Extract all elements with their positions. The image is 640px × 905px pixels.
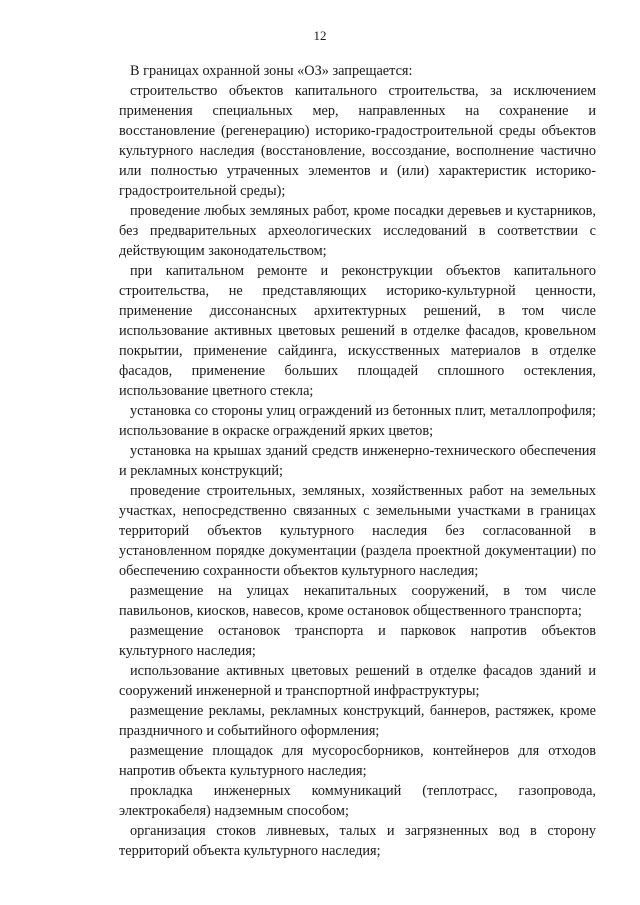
prohibition-item: установка со стороны улиц ограждений из бетонных плит, металлопрофиля; использование в окраске ограждений ярких цветов; — [119, 403, 596, 439]
prohibition-item: использование активных цветовых решений в отделке фасадов зданий и сооружений инженерной и транспортной инфраструктуры; — [119, 663, 596, 699]
intro-paragraph: В границах охранной зоны «ОЗ» запрещается: — [130, 63, 413, 79]
prohibition-item: прокладка инженерных коммуникаций (теплотрасс, газопровода, электрокабеля) надземным способом; — [119, 783, 596, 819]
document-body — [119, 61, 596, 861]
prohibition-item: установка на крышах зданий средств инженерно-технического обеспечения и рекламных конструкций; — [119, 443, 596, 479]
page-number: 12 — [313, 28, 327, 43]
prohibition-item: размещение площадок для мусоросборников, контейнеров для отходов напротив объекта культурного наследия; — [119, 743, 596, 779]
prohibition-item: строительство объектов капитального строительства, за исключением применения специальных мер, направленных на сохранение и восстановление (регенерацию) историко-градостроительной среды объектов культурного наследия (восстановление, воссоздание, восполнение частично или полностью утраченных элементов и (или) характеристик историко-градостроительной среды); — [119, 83, 596, 199]
prohibition-item: организация стоков ливневых, талых и загрязненных вод в сторону территорий объекта культурного наследия; — [119, 823, 596, 859]
prohibition-item: размещение остановок транспорта и парковок напротив объектов культурного наследия; — [119, 623, 596, 659]
prohibition-item: проведение любых земляных работ, кроме посадки деревьев и кустарников, без предварительных археологических исследований в соответствии с действующим законодательством; — [119, 203, 596, 259]
prohibition-item: размещение на улицах некапитальных сооружений, в том числе павильонов, киосков, навесов, кроме остановок общественного транспорта; — [119, 583, 596, 619]
prohibition-item: проведение строительных, земляных, хозяйственных работ на земельных участках, непосредственно связанных с земельными участками в границах территорий объектов культурного наследия без согласованной в установленном порядке документации (раздела проектной документации) по обеспечению сохранности объектов культурного наследия; — [119, 483, 596, 579]
prohibition-item: при капитальном ремонте и реконструкции объектов капитального строительства, не представляющих историко-культурной ценности, применение диссонансных архитектурных решений, в том числе использование активных цветовых решений в отделке фасадов, кровельном покрытии, применение сайдинга, искусственных материалов в отделке фасадов, применение больших площадей сплошного остекления, использование цветного стекла; — [119, 263, 596, 399]
prohibition-item: размещение рекламы, рекламных конструкций, баннеров, растяжек, кроме праздничного и событийного оформления; — [119, 703, 596, 739]
